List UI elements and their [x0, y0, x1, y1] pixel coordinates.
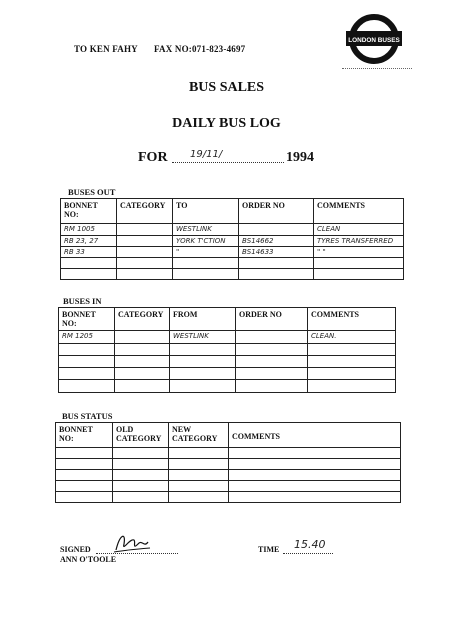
table-row [59, 368, 396, 380]
table-cell [173, 258, 239, 269]
table-cell: RB 23, 27 [61, 236, 117, 247]
table-cell [239, 224, 314, 236]
table-cell [314, 269, 404, 280]
table-row [59, 344, 396, 356]
table-cell [239, 269, 314, 280]
table-cell [229, 459, 401, 470]
table-row [59, 331, 396, 344]
table-cell: BS14662 [239, 236, 314, 247]
table-cell [56, 470, 113, 481]
table-cell: RB 33 [61, 247, 117, 258]
fax-noise-line [342, 68, 412, 69]
table-cell [56, 459, 113, 470]
table-cell [115, 344, 170, 356]
table-cell [236, 356, 308, 368]
column-header: OLD CATEGORY [113, 423, 169, 448]
recipient: TO KEN FAHY [74, 44, 138, 54]
table-cell: RM 1205 [59, 331, 115, 344]
column-header: COMMENTS [229, 423, 401, 448]
bus-status-table [55, 422, 401, 503]
table-cell: YORK T'CTION [173, 236, 239, 247]
table-cell: WESTLINK [173, 224, 239, 236]
table-cell [113, 481, 169, 492]
table-cell [115, 368, 170, 380]
table-cell [236, 380, 308, 393]
table-header-row [61, 199, 404, 224]
table-cell [229, 481, 401, 492]
table-cell [170, 368, 236, 380]
column-header: ORDER NO [236, 308, 308, 331]
table-cell [170, 356, 236, 368]
buses-out-table [60, 198, 404, 280]
column-header: BONNET NO: [56, 423, 113, 448]
bus-status-heading: BUS STATUS [62, 411, 113, 421]
column-header: CATEGORY [117, 199, 173, 224]
table-cell [169, 459, 229, 470]
table-cell [169, 481, 229, 492]
table-cell [61, 269, 117, 280]
table-cell [115, 380, 170, 393]
column-header: ORDER NO [239, 199, 314, 224]
buses-out-heading: BUSES OUT [68, 187, 116, 197]
table-cell [170, 380, 236, 393]
table-row [61, 269, 404, 280]
table-header-row [56, 423, 401, 448]
table-cell [308, 344, 396, 356]
column-header: FROM [170, 308, 236, 331]
table-cell [117, 247, 173, 258]
column-header: COMMENTS [314, 199, 404, 224]
table-cell [117, 258, 173, 269]
table-cell [113, 492, 169, 503]
table-cell: BS14633 [239, 247, 314, 258]
table-cell [59, 380, 115, 393]
table-cell [239, 258, 314, 269]
table-cell [113, 448, 169, 459]
signature [112, 530, 152, 561]
table-cell [236, 331, 308, 344]
table-cell: CLEAN. [308, 331, 396, 344]
london-buses-logo [343, 8, 405, 70]
table-cell [113, 459, 169, 470]
table-cell: " " [314, 247, 404, 258]
table-cell [308, 368, 396, 380]
signed-label: SIGNED [60, 545, 91, 554]
table-cell [59, 356, 115, 368]
signatory-name: ANN O'TOOLE [60, 555, 117, 564]
table-row [56, 470, 401, 481]
table-cell [236, 368, 308, 380]
column-header: BONNET NO: [61, 199, 117, 224]
table-cell: WESTLINK [170, 331, 236, 344]
table-cell: " [173, 247, 239, 258]
time-label: TIME [258, 545, 280, 554]
table-cell [115, 356, 170, 368]
table-row [56, 448, 401, 459]
table-cell [117, 224, 173, 236]
table-row [56, 481, 401, 492]
table-cell [56, 492, 113, 503]
table-cell [59, 344, 115, 356]
table-cell [59, 368, 115, 380]
table-cell [56, 448, 113, 459]
buses-in-heading: BUSES IN [63, 296, 102, 306]
column-header: BONNET NO: [59, 308, 115, 331]
table-cell [169, 492, 229, 503]
table-cell [117, 269, 173, 280]
table-cell [229, 448, 401, 459]
table-cell [236, 344, 308, 356]
date-label: FOR [138, 150, 168, 165]
date-line [172, 162, 284, 163]
table-cell: RM 1005 [61, 224, 117, 236]
table-row [61, 224, 404, 236]
table-row [61, 258, 404, 269]
table-cell [169, 470, 229, 481]
table-row [56, 492, 401, 503]
table-row [56, 459, 401, 470]
table-header-row [59, 308, 396, 331]
table-cell [117, 236, 173, 247]
table-cell: TYRES TRANSFERRED [314, 236, 404, 247]
table-cell [170, 344, 236, 356]
table-row [59, 356, 396, 368]
document-title: BUS SALES [188, 80, 265, 95]
table-cell [56, 481, 113, 492]
table-cell [61, 258, 117, 269]
table-cell [169, 448, 229, 459]
column-header: CATEGORY [115, 308, 170, 331]
table-row [61, 247, 404, 258]
date-year: 1994 [286, 150, 314, 165]
logo-text: LONDON BUSES [348, 37, 400, 44]
column-header: COMMENTS [308, 308, 396, 331]
table-row [61, 236, 404, 247]
fax-number: FAX NO:071-823-4697 [154, 44, 246, 54]
table-cell [308, 380, 396, 393]
table-cell [229, 470, 401, 481]
table-cell: CLEAN [314, 224, 404, 236]
document-subtitle: DAILY BUS LOG [172, 116, 281, 131]
column-header: TO [173, 199, 239, 224]
table-cell [113, 470, 169, 481]
table-row [59, 380, 396, 393]
table-cell [314, 258, 404, 269]
time-value: 15.40 [294, 538, 326, 551]
table-cell [115, 331, 170, 344]
date-handwritten: 19/11/ [190, 149, 223, 160]
buses-in-table [58, 307, 396, 393]
table-cell [229, 492, 401, 503]
time-line [283, 553, 333, 554]
table-cell [173, 269, 239, 280]
column-header: NEW CATEGORY [169, 423, 229, 448]
table-cell [308, 356, 396, 368]
